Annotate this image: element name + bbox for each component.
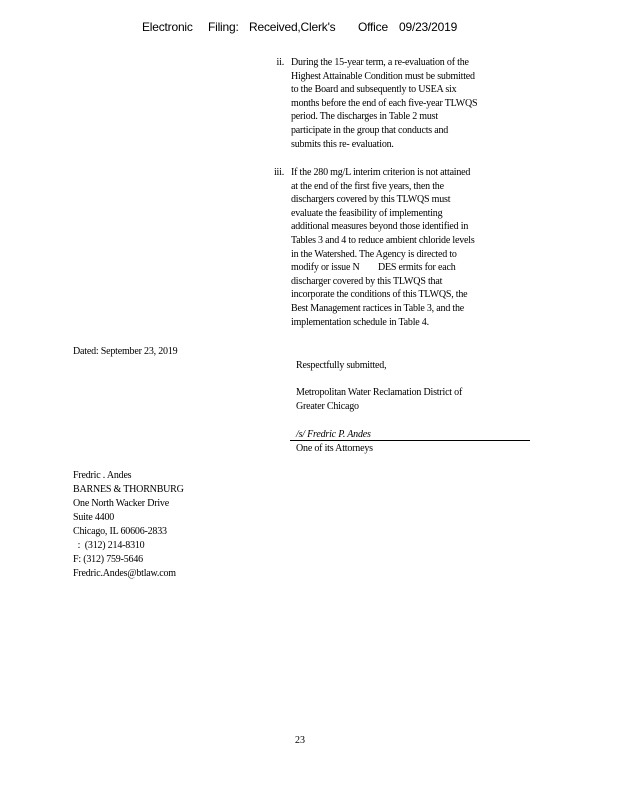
list-line: additional measures beyond those identified in: [291, 221, 469, 233]
list-text: [291, 166, 491, 329]
list-line: dischargers covered by this TLWQS must: [291, 194, 451, 206]
list-line: participate in the group that conducts and: [291, 124, 449, 136]
header-electronic: Electronic: [142, 20, 193, 34]
signature-line: [290, 440, 530, 441]
list-line: During the 15-year term, a re-evaluation of the: [291, 57, 469, 68]
list-line: Tables 3 and 4 to reduce ambient chloride levels: [291, 234, 475, 246]
list-line: at the end of the first five years, then the: [291, 180, 444, 192]
dated-text: Dated: September 23, 2019: [73, 346, 178, 357]
attorney-name: Fredric . Andes: [73, 470, 132, 481]
list-line: months before the end of each five-year TLWQS: [291, 97, 478, 109]
page-number: 23: [295, 735, 305, 746]
list-line: incorporate the conditions of this TLWQS, the: [291, 289, 468, 301]
header-office: Office: [358, 20, 388, 34]
list-marker: iii.: [273, 167, 284, 178]
header-date: 09/23/2019: [399, 20, 458, 34]
list-line: Best Management ractices in Table 3, and the: [291, 302, 465, 314]
party-line: Metropolitan Water Reclamation District of: [296, 387, 463, 398]
filing-header: [0, 20, 618, 36]
attorney-fax: F: (312) 759-5646: [73, 554, 143, 565]
attorney-firm: BARNES & THORNBURG: [73, 484, 184, 495]
header-received-clerks: Received,Clerk's: [249, 20, 336, 34]
list-line: modify or issue N DES ermits for each: [291, 262, 456, 274]
attorney-block: [73, 469, 184, 581]
list-text: [291, 56, 491, 151]
closing-text: Respectfully submitted,: [296, 360, 387, 371]
list-line: evaluate the feasibility of implementing: [291, 207, 443, 219]
attorney-phone: : (312) 214-8310: [73, 540, 145, 551]
list-line: in the Watershed. The Agency is directed to: [291, 248, 457, 260]
dated-line: [73, 345, 177, 359]
list-line: discharger covered by this TLWQS that: [291, 275, 443, 287]
list-line: If the 280 mg/L interim criterion is not attained: [291, 167, 471, 178]
attorney-email: Fredric.Andes@btlaw.com: [73, 568, 176, 579]
list-line: to the Board and subsequently to USEA six: [291, 84, 457, 96]
closing-block: [296, 359, 386, 373]
attorney-address-line1: One North Wacker Drive: [73, 498, 169, 509]
list-line: period. The discharges in Table 2 must: [291, 111, 438, 123]
attorney-address-line2: Suite 4400: [73, 512, 115, 523]
party-line: Greater Chicago: [296, 401, 359, 412]
header-filing: Filing:: [208, 20, 239, 34]
signature-title: One of its Attorneys: [296, 443, 373, 454]
list-marker: ii.: [276, 57, 284, 68]
list-line: implementation schedule in Table 4.: [291, 316, 429, 328]
signature-title-block: [296, 442, 373, 456]
attorney-city-state-zip: Chicago, IL 60606-2833: [73, 526, 167, 537]
signature-name: /s/ Fredric P. Andes: [296, 429, 371, 440]
list-line: submits this re- evaluation.: [291, 138, 394, 150]
list-line: Highest Attainable Condition must be submitted: [291, 70, 475, 82]
party-block: [296, 386, 462, 414]
